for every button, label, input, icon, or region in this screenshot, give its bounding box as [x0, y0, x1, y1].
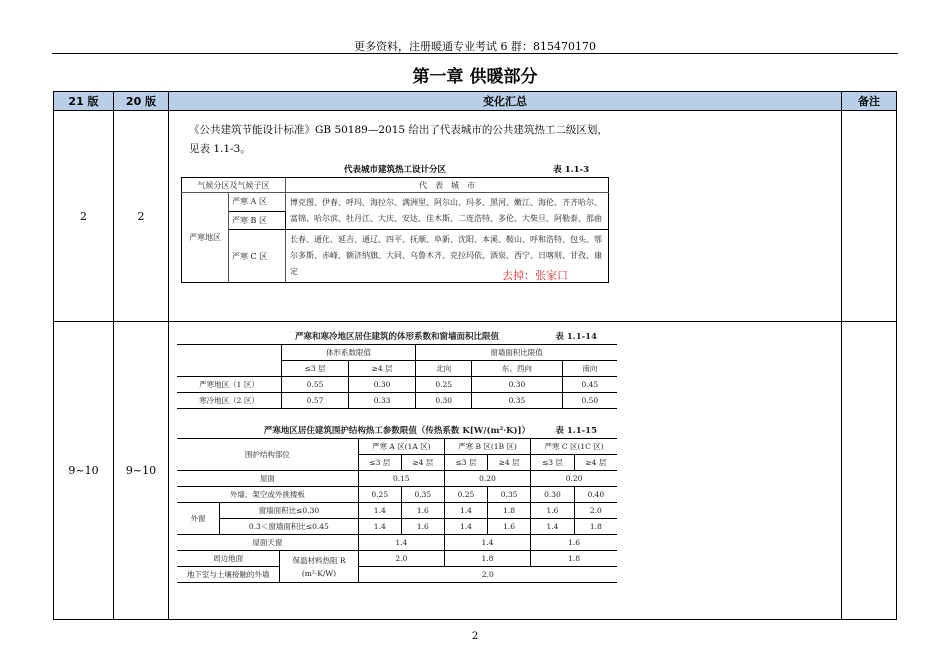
row-label: 地下室与土壤接触的外墙 [177, 567, 280, 583]
value-cell: 1.4 [531, 519, 575, 535]
zone-c: 严寒 C 区 [229, 230, 286, 283]
page-header: 更多资料，注册暖通专业考试 6 群：815470170 [354, 40, 596, 53]
value-cell: 2.0 [358, 567, 617, 583]
table-number: 表 1.1-14 [555, 332, 597, 342]
row-label: 屋面 [177, 471, 358, 487]
cell-20-page: 9~10 [114, 322, 169, 620]
value-cell: 0.40 [574, 487, 617, 503]
remarks-cell [842, 111, 897, 322]
table-row [54, 111, 897, 322]
value-cell: 0.50 [562, 393, 617, 409]
window-ratio-header: 窗墙面积比限值 [416, 345, 617, 361]
value-cell: 1.6 [488, 519, 531, 535]
header-rule [52, 53, 898, 54]
table-header-row [54, 92, 897, 111]
col-21-edition: 21 版 [54, 92, 114, 111]
value-cell: 1.4 [358, 535, 444, 551]
intro-text: 《公共建筑节能设计标准》GB 50189—2015 给出了代表城市的公共建筑热工二级区划，见表 1.1-3。 [189, 124, 608, 155]
changes-table [53, 91, 897, 620]
zone-a-header: 严寒 A 区(1A 区) [358, 439, 444, 455]
subheader: ≥4 层 [574, 455, 617, 471]
severe-cold-zone: 严寒地区 [182, 193, 229, 283]
change-content-cell [169, 322, 842, 620]
table-row [177, 519, 617, 535]
r-label: 保温材料热阻 R [292, 555, 346, 565]
value-cell: 0.57 [282, 393, 349, 409]
table-title: 严寒和寒冷地区居住建筑的体形系数和窗墙面积比限值 [294, 332, 499, 342]
row-label: 外墙、架空或外挑楼板 [177, 487, 358, 503]
value-cell: 1.6 [531, 535, 617, 551]
value-cell: 0.30 [349, 377, 416, 393]
col-change-summary: 变化汇总 [169, 92, 842, 111]
subheader: 南向 [562, 361, 617, 377]
value-cell: 0.30 [472, 377, 562, 393]
value-cell: 0.25 [358, 487, 401, 503]
value-cell: 1.8 [444, 551, 530, 567]
col-20-edition: 20 版 [114, 92, 169, 111]
table-1-1-3 [181, 163, 609, 283]
zone-a: 严寒 A 区 [229, 193, 286, 212]
zone-c-cities: 长春、通化、延吉、通辽、四平、抚顺、阜新、沈阳、本溪、鞍山、呼和浩特、包头、鄂尔多斯、赤峰、额济纳旗、大同、乌鲁木齐、克拉玛依、酒泉、西宁、日喀则、甘孜、康定 [286, 230, 609, 283]
value-cell: 2.0 [358, 551, 444, 567]
value-cell: 0.30 [416, 393, 472, 409]
value-cell: 0.35 [472, 393, 562, 409]
table-row [177, 551, 617, 567]
zone-c-header: 严寒 C 区(1C 区) [531, 439, 617, 455]
row-label: 屋面天窗 [177, 535, 358, 551]
value-cell: 1.4 [444, 535, 530, 551]
table-row [177, 503, 617, 519]
value-cell: 0.35 [401, 487, 444, 503]
value-cell: 1.8 [574, 519, 617, 535]
subheader: ≥4 层 [488, 455, 531, 471]
value-cell: 1.4 [358, 503, 401, 519]
r-unit: (m²·K/W) [301, 568, 337, 578]
col-remarks: 备注 [842, 92, 897, 111]
subheader: ≤3 层 [444, 455, 487, 471]
table-title: 代表城市建筑热工设计分区 [343, 165, 446, 175]
subheader: 北向 [416, 361, 472, 377]
cities-header: 代 表 城 市 [286, 178, 609, 193]
subheader: ≥4 层 [349, 361, 416, 377]
row-label: 寒冷地区（2 区） [177, 393, 282, 409]
value-cell: 0.20 [531, 471, 617, 487]
table-number: 表 1.1-3 [553, 165, 589, 175]
window-label: 外窗 [177, 503, 220, 535]
value-cell: 2.0 [574, 503, 617, 519]
remarks-cell [842, 322, 897, 620]
part-header: 围护结构部位 [177, 439, 358, 471]
thermal-resistance-label [280, 551, 359, 583]
subheader: ≥4 层 [401, 455, 444, 471]
value-cell: 0.20 [444, 471, 530, 487]
row-label: 窗墙面积比≤0.30 [220, 503, 359, 519]
zone-b: 严寒 B 区 [229, 211, 286, 230]
table-1-1-14 [177, 330, 617, 409]
value-cell: 0.25 [416, 377, 472, 393]
subheader: ≤3 层 [282, 361, 349, 377]
value-cell: 0.33 [349, 393, 416, 409]
value-cell: 0.30 [531, 487, 575, 503]
value-cell: 1.4 [358, 519, 401, 535]
zone-ab-cities: 博克图、伊春、呼玛、海拉尔、满洲里、阿尔山、玛多、黑河、嫩江、海伦、齐齐哈尔、富锦、哈尔滨、牡丹江、大庆、安达、佳木斯、二连浩特、多伦、大柴旦、阿勒泰、那曲 [286, 193, 609, 230]
subheader: ≤3 层 [358, 455, 401, 471]
value-cell: 0.55 [282, 377, 349, 393]
table-row [177, 393, 617, 409]
subheader: 东、西向 [472, 361, 562, 377]
subheader: ≤3 层 [531, 455, 575, 471]
cell-20-page: 2 [114, 111, 169, 322]
row-label: 周边地面 [177, 551, 280, 567]
cell-21-page: 2 [54, 111, 114, 322]
change-content-cell [169, 111, 842, 322]
table-row [177, 377, 617, 393]
table-row [54, 322, 897, 620]
value-cell: 0.45 [562, 377, 617, 393]
value-cell: 1.4 [444, 503, 487, 519]
row-label: 严寒地区（1 区） [177, 377, 282, 393]
page-number: 2 [471, 631, 479, 642]
value-cell: 0.35 [488, 487, 531, 503]
value-cell: 1.4 [444, 519, 487, 535]
removal-note: 去掉：张家口 [502, 269, 568, 282]
value-cell: 1.6 [401, 503, 444, 519]
value-cell: 0.15 [358, 471, 444, 487]
value-cell: 1.8 [488, 503, 531, 519]
zone-b-header: 严寒 B 区(1B 区) [444, 439, 530, 455]
table-row [177, 567, 617, 583]
table-row [177, 535, 617, 551]
value-cell: 0.25 [444, 487, 487, 503]
value-cell: 1.6 [531, 503, 575, 519]
page-title: 第一章 供暖部分 [412, 67, 538, 87]
cell-21-page: 9~10 [54, 322, 114, 620]
table-title: 严寒地区居住建筑围护结构热工参数限值（传热系数 K[W/(m²·K)]） [263, 426, 531, 436]
table-number: 表 1.1-15 [555, 426, 597, 436]
value-cell: 1.6 [401, 519, 444, 535]
table-row [177, 487, 617, 503]
value-cell: 1.8 [531, 551, 617, 567]
row-label: 0.3＜窗墙面积比≤0.45 [220, 519, 359, 535]
table-row [177, 471, 617, 487]
shape-coefficient-header: 体形系数限值 [282, 345, 416, 361]
table-1-1-15 [177, 424, 617, 583]
climate-zone-header: 气候分区及气候子区 [182, 178, 286, 193]
